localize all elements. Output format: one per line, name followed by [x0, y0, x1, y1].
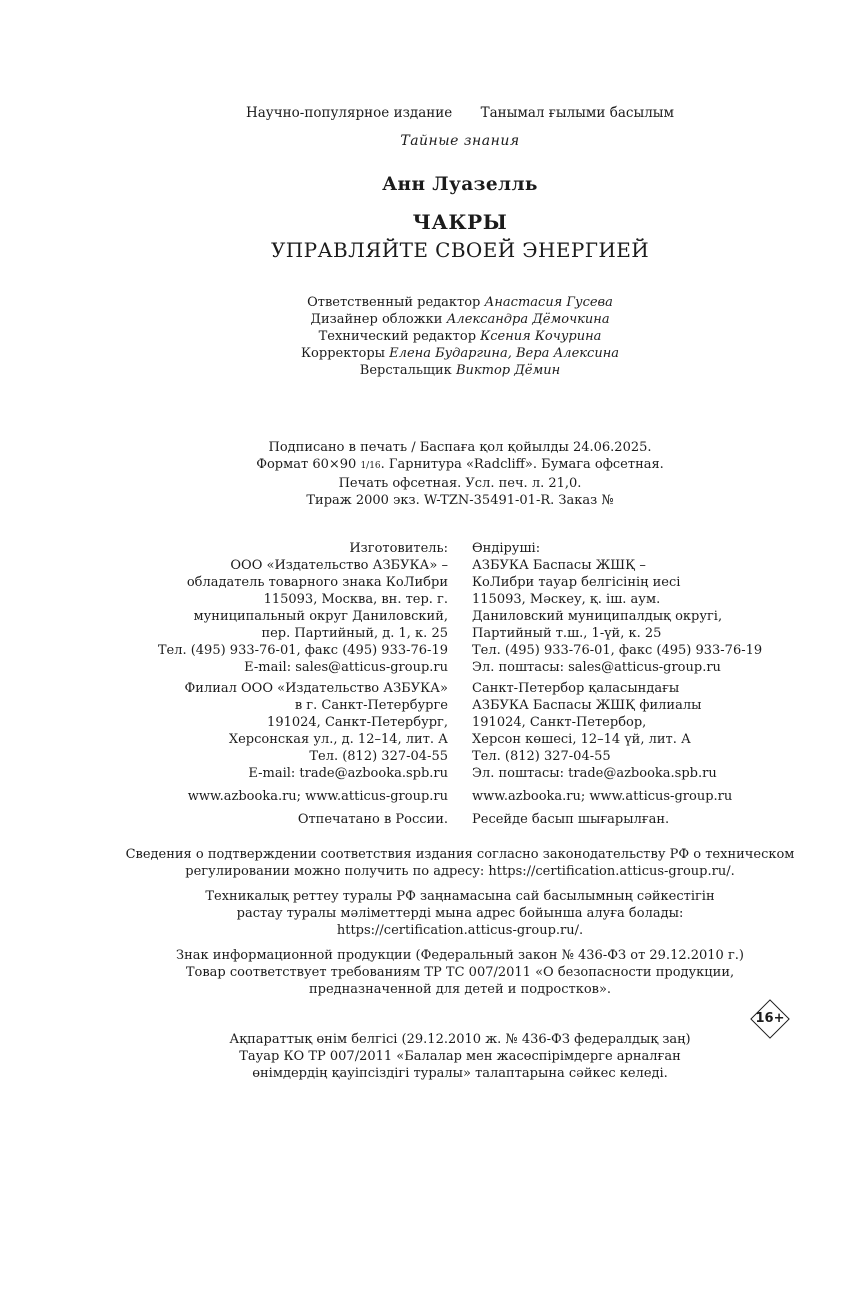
genre-ru: Научно-популярное издание [245, 105, 453, 121]
series-name: Тайные знания [400, 133, 520, 149]
info-product-kz: Ақпараттық өнім белгісі (29.12.2010 ж. № 436-ФЗ федералдық заң) Тауар КО ТР 007/2011 «Балалар мен жасөспірімдерге арналған өнімдердің қауіпсіздігі туралы» талаптарына сәйкес келеді. [229, 1032, 691, 1081]
printed-kz: Ресейде басып шығарылған. [472, 812, 670, 827]
credit-line: Верстальщик Виктор Дёмин [359, 363, 561, 378]
age-rating-label: 16+ [755, 1011, 785, 1026]
imprint-print: Печать офсетная. Усл. печ. л. 21,0. [338, 476, 582, 491]
credits-block [0, 294, 856, 379]
manufacturer-ru: Изготовитель: ООО «Издательство АЗБУКА» – обладатель товарного знака КоЛибри 115093, Москва, вн. тер. г. муниципальный округ Даниловский, пер. Партийный, д. 1, к. 25 Тел. (495) 933-76-01, факс (495) 933-76-19 E-mail: sales@atticus-group.ru [157, 541, 448, 675]
branch-ru: Филиал ООО «Издательство АЗБУКА» в г. Санкт-Петербурге 191024, Санкт-Петербург, Херсонская ул., д. 12–14, лит. А Тел. (812) 327-04-55 E-mail: trade@azbooka.spb.ru [184, 681, 448, 781]
printed-ru: Отпечатано в России. [297, 812, 448, 827]
book-title: ЧАКРЫ [412, 210, 508, 234]
certification-ru: Сведения о подтверждении соответствия издания согласно законодательству РФ о техническом регулировании можно получить по адресу: https://certification.atticus-group.ru/. [125, 847, 795, 879]
book-subtitle: УПРАВЛЯЙТЕ СВОЕЙ ЭНЕРГИЕЙ [270, 238, 650, 262]
website-kz: www.azbooka.ru; www.atticus-group.ru [472, 789, 733, 804]
genre-line [0, 105, 856, 121]
website-ru: www.azbooka.ru; www.atticus-group.ru [187, 789, 448, 804]
imprint-signed: Подписано в печать / Баспаға қол қойылды 24.06.2025. [268, 440, 652, 455]
credit-line: Корректоры Елена Бударгина, Вера Алексина [300, 346, 620, 361]
info-product-ru: Знак информационной продукции (Федеральный закон № 436-ФЗ от 29.12.2010 г.) Товар соответствует требованиям ТР ТС 007/2011 «О безопасности продукции, предназначенной для детей и подростков». [176, 948, 744, 997]
credit-line: Ответственный редактор Анастасия Гусева [307, 295, 613, 310]
credit-line: Технический редактор Ксения Кочурина [318, 329, 602, 344]
manufacturer-kz: Өндіруші: АЗБУКА Баспасы ЖШҚ – КоЛибри тауар белгісінің иесі 115093, Мәскеу, қ. іш. аум. Даниловский муниципалдық округі, Партийный т.ш., 1-үй, к. 25 Тел. (495) 933-76-01, факс (495) 933-76-19 Эл. поштасы: sales@atticus-group.ru [472, 541, 763, 675]
imprint-block [0, 439, 856, 509]
imprint-run: Тираж 2000 экз. W-TZN-35491-01-R. Заказ № [306, 493, 614, 508]
certification-kz: Техникалық реттеу туралы РФ заңнамасына сай басылымның сәйкестігін растау туралы мәліметтерді мына адрес бойынша алуға болады: https://certification.atticus-group.ru/. [205, 889, 715, 938]
credit-line: Дизайнер обложки Александра Дёмочкина [310, 312, 610, 327]
genre-kz: Танымал ғылыми басылым [480, 105, 675, 121]
author-name: Анн Луазелль [382, 174, 538, 195]
branch-kz: Санкт-Петербор қаласындағы АЗБУКА Баспасы ЖШҚ филиалы 191024, Санкт-Петербор, Херсон көшесі, 12–14 үй, лит. А Тел. (812) 327-04-55 Эл. поштасы: trade@azbooka.spb.ru [472, 681, 717, 781]
imprint-format: Формат 60×90 1/16. Гарнитура «Radcliff». Бумага офсетная. [256, 457, 664, 472]
